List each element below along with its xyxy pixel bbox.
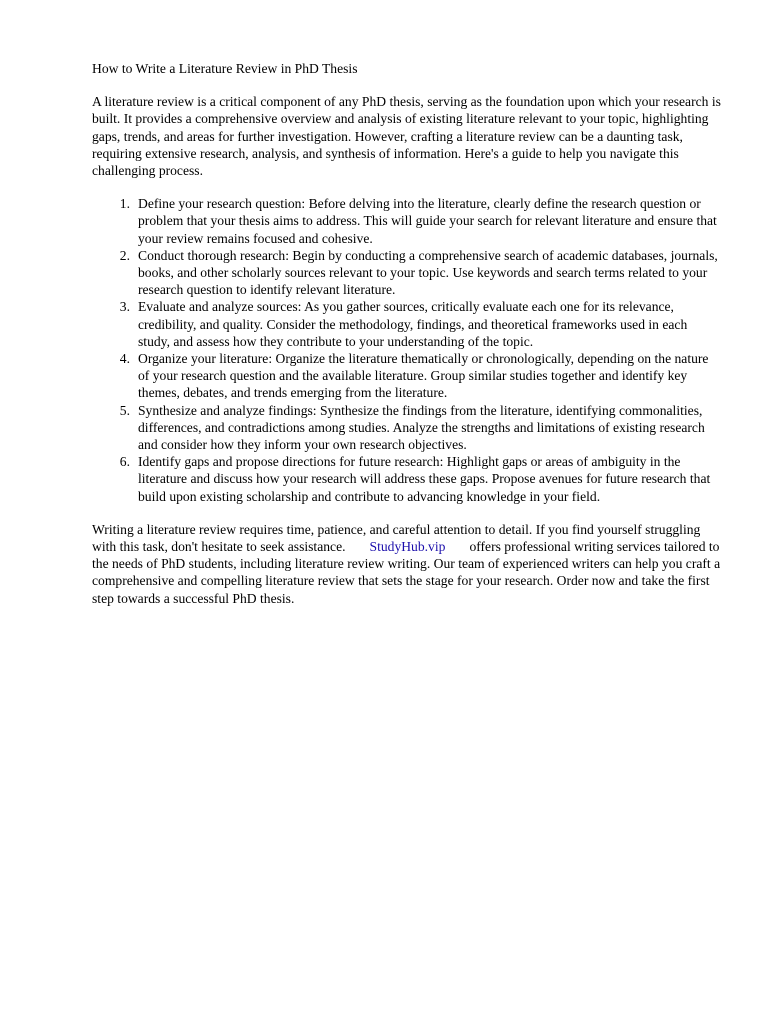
step-text: Synthesize and analyze findings: Synthesize the findings from the literature, identifying commonalities, differences, and contradictions among studies. Analyze the strengths and limitations of existing research and consider how they inform your own research objectives. <box>138 402 705 453</box>
step-text: Evaluate and analyze sources: As you gather sources, critically evaluate each one for its relevance, credibility, and quality. Consider the methodology, findings, and theoretical frameworks used in each study, and assess how they contribute to your understanding of the topic. <box>138 299 688 349</box>
step-number: 4. <box>119 351 130 367</box>
list-item <box>92 298 722 350</box>
step-number: 2. <box>119 247 130 263</box>
steps-list <box>92 195 722 505</box>
closing-paragraph <box>92 521 722 607</box>
closing-text-before: Writing a literature review requires time, patience, and careful attention to detail. If you find yourself struggling with this task, don't hesitate to seek assistance. <box>92 521 701 555</box>
step-text: Define your research question: Before delving into the literature, clearly define the research question or problem that your thesis aims to address. This will guide your search for relevant literature and ensure that your review remains focused and cohesive. <box>138 196 717 246</box>
intro-paragraph: A literature review is a critical component of any PhD thesis, serving as the foundation upon which your research is built. It provides a comprehensive overview and analysis of existing literature relevant to your topic, highlighting gaps, trends, and areas for further investigation. However, crafting a literature review can be a daunting task, requiring extensive research, analysis, and synthesis of information. Here's a guide to help you navigate this challenging process. <box>92 94 721 179</box>
list-item <box>92 453 722 505</box>
step-text: Conduct thorough research: Begin by conducting a comprehensive search of academic databases, journals, books, and other scholarly sources relevant to your topic. Use keywords and search terms related to your research question to identify relevant literature. <box>138 247 718 298</box>
document-page <box>92 60 722 623</box>
closing-text-after: offers professional writing services tailored to the needs of PhD students, including literature review writing. Our team of experienced writers can help you craft a comprehensive and compelling literature review that sets the stage for your research. Order now and take the first step towards a successful PhD thesis. <box>92 539 721 606</box>
list-item <box>92 195 722 247</box>
document-title: How to Write a Literature Review in PhD Thesis <box>92 61 358 76</box>
step-number: 5. <box>119 402 130 418</box>
step-number: 3. <box>119 299 130 315</box>
studyhub-link[interactable]: StudyHub.vip <box>369 539 446 555</box>
step-text: Organize your literature: Organize the literature thematically or chronologically, depending on the nature of your research question and the available literature. Group similar studies together and identify key themes, debates, and trends emerging from the literature. <box>138 351 709 401</box>
step-number: 1. <box>119 196 130 212</box>
list-item <box>92 402 722 454</box>
list-item <box>92 350 722 402</box>
step-number: 6. <box>119 454 130 470</box>
list-item <box>92 247 722 299</box>
step-text: Identify gaps and propose directions for future research: Highlight gaps or areas of ambiguity in the literature and discuss how your research will address these gaps. Propose avenues for future research that build upon existing scholarship and contribute to advancing knowledge in your field. <box>138 454 711 504</box>
